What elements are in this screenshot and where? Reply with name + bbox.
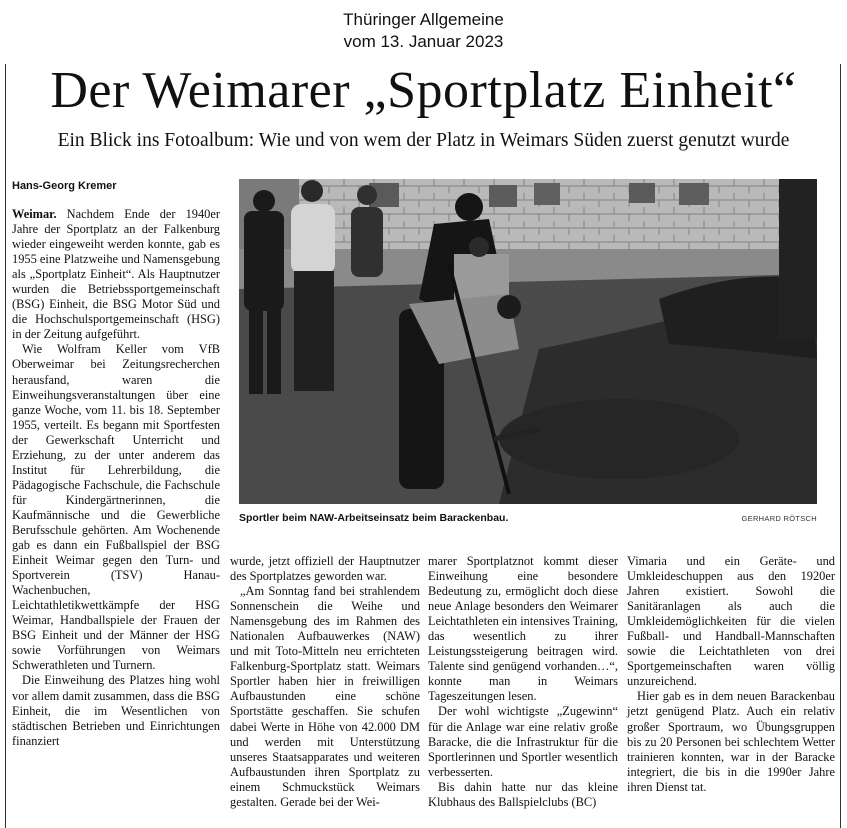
paragraph: Vimaria und ein Geräte- und Umkleideschuppen aus den 1920er Jahren existiert. Sowohl die Sanitäranlagen als auch die Umkleidemöglichkeiten für die vielen Fußball- und Handball-Mannschaften sowie die Leichtathleten von drei Sportgemeinschaften waren völlig unzureichend.	[627, 554, 835, 689]
paragraph: marer Sportplatznot kommt dieser Einweihung eine besondere Bedeutung zu, ermöglicht doch diese neue Anlage besonders den Weimarer Leichtathleten ein intensives Training, das wesentlich zu ihrer Leistungssteigerung beitragen wird. Talente sind genügend vorhanden…“, konnte man in Weimars Tageszeitungen lesen.	[428, 554, 618, 704]
article-author: Hans-Georg Kremer	[12, 180, 117, 192]
article-subheadline: Ein Blick ins Fotoalbum: Wie und von wem der Platz in Weimars Süden zuerst genutzt wurde	[57, 130, 790, 151]
paragraph: Hier gab es in dem neuen Barackenbau jetzt genügend Platz. Auch ein relativ großer Sportraum, wo Übungsgruppen bis zu 20 Personen bei schlechtem Wetter trainieren konnten, war in der Baracke integriert, die bis in die 1990er Jahre ihren Dienst tat.	[627, 689, 835, 794]
left-margin-rule	[5, 64, 6, 828]
paragraph: wurde, jetzt offiziell der Hauptnutzer des Sportplatzes geworden war.	[230, 554, 420, 584]
article-column-4	[627, 554, 835, 795]
source-newspaper-name: Thüringer Allgemeine	[343, 10, 504, 29]
paragraph: Bis dahin hatte nur das kleine Klubhaus des Ballspielclubs (BC)	[428, 779, 618, 809]
photo-illustration	[239, 179, 817, 504]
paragraph: Die Einweihung des Platzes hing wohl vor allem damit zusammen, dass die BSG Einheit, die im Wesentlichen von städtischen Betrieben und Einrichtungen finanziert	[12, 673, 220, 748]
source-date: vom 13. Januar 2023	[343, 32, 504, 51]
right-margin-rule	[840, 64, 841, 828]
article-column-1	[12, 207, 220, 749]
paragraph	[12, 207, 220, 342]
paragraph: „Am Sonntag fand bei strahlendem Sonnenschein die Weihe und Namensgebung des im Rahmen des Nationalen Aufbauwerkes (NAW) und mit Toto-Mitteln neu errichteten Falkenburg-Sportplatz statt. Weimars Sportler haben hier in freiwilligen Aufbaustunden eine schöne Sportstätte geschaffen. Sie schufen dabei Werte in Höhe von 42.000 DM und werden mit Unterstützung unseres Staatsapparates und weiteren Aufbaustunden ihren Sportplatz zu einem Schmuckstück Weimars gestalten. Gerade bei der Wei-	[230, 584, 420, 809]
photo-credit: GERHARD RÖTSCH	[741, 514, 817, 523]
article-headline: Der Weimarer „Sportplatz Einheit“	[50, 62, 797, 119]
photo-caption: Sportler beim NAW-Arbeitseinsatz beim Barackenbau.	[239, 512, 509, 524]
paragraph: Wie Wolfram Keller vom VfB Oberweimar bei Zeitungsrecherchen herausfand, waren die Einweihungsveranstaltungen über eine ganze Woche, vom 11. bis 18. September 1955, verteilt. Es begann mit Sportfesten der Gewerkschaft Unterricht und Erziehung, zu der unter anderem das Institut für Lehrerbildung, die Pädagogische Fachschule, die Fachschule für Kindergärtnerinnen, die Kaufmännische und die Gewerbliche Berufsschule gehörten. Am Wochenende gab es dann ein Fußballspiel der BSG Einheit Weimar gegen den Turn- und Sportverein (TSV) Hanau-Wachenbuchen, Leichtathletikwettkämpfe der HSG Weimar, Handballspiele der Frauen der BSG Einheit und der Männer der HSG sowie Vorführungen von Weimars Schwerathleten und Turnern.	[12, 342, 220, 673]
article-photo	[239, 179, 817, 504]
paragraph-text: Nachdem Ende der 1940er Jahre der Sportplatz an der Falkenburg wieder eingeweiht werden konnte, gab es 1955 eine Platzweihe und Namensgebung als „Sportplatz Einheit“. Als Hauptnutzer wurden die Betriebssportgemeinschaft (BSG) Einheit, die BSG Motor Süd und die Hochschulsportgemeinschaft (HSG) in der Zeitung aufgeführt.	[12, 207, 220, 342]
article-column-2	[230, 554, 420, 810]
paragraph: Der wohl wichtigste „Zugewinn“ für die Anlage war eine relativ große Baracke, die die Infrastruktur für die Sportlerinnen und Sportler wesentlich verbesserten.	[428, 704, 618, 779]
article-column-3	[428, 554, 618, 810]
dateline: Weimar.	[12, 207, 57, 221]
